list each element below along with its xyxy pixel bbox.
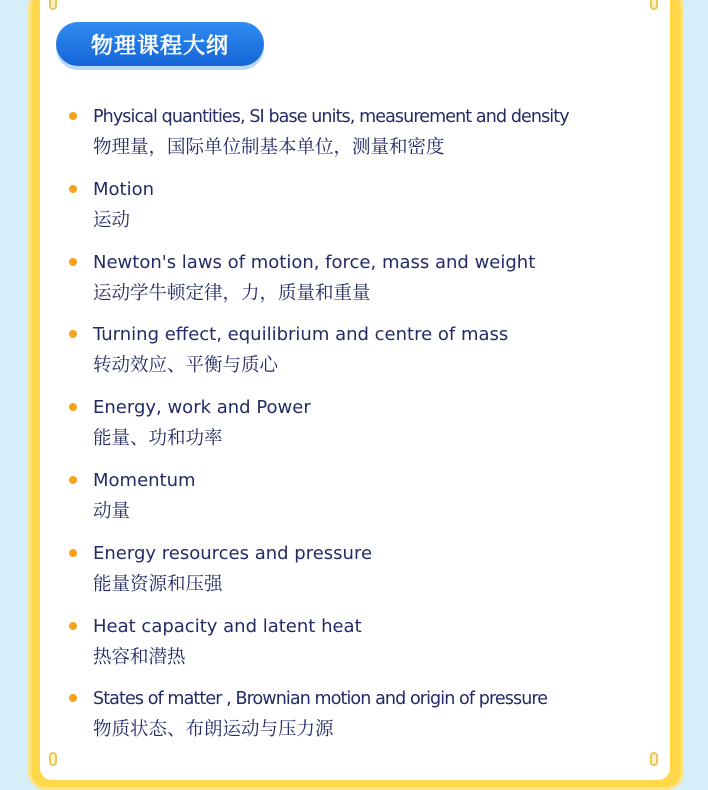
list-item: [68, 393, 628, 458]
topic-english: Energy resources and pressure: [93, 542, 373, 564]
topic-english: States of matter , Brownian motion and origin of pressure: [93, 689, 548, 710]
topic-english: Energy, work and Power: [93, 397, 311, 419]
title-badge: [56, 22, 264, 66]
syllabus-list: [68, 102, 628, 757]
list-item: [68, 466, 628, 531]
topic-chinese: 物理量，国际单位制基本单位，测量和密度: [93, 137, 445, 158]
topic-chinese: 物质状态、布朗运动与压力源: [93, 719, 334, 741]
list-item: [68, 612, 628, 677]
list-item: [68, 175, 628, 240]
bullet-dot: [69, 694, 77, 702]
bottom-right-pin: [650, 752, 658, 766]
topic-chinese: 运动学牛顿定律，力，质量和重量: [93, 282, 371, 304]
bullet-dot: [69, 622, 77, 630]
bullet-dot: [69, 549, 77, 557]
list-item: [68, 102, 628, 167]
list-item: [68, 539, 628, 604]
top-left-pin: [49, 0, 57, 10]
page-title: 物理课程大纲: [90, 33, 229, 59]
bullet-dot: [69, 476, 77, 484]
topic-chinese: 动量: [93, 500, 131, 522]
topic-english: Motion: [93, 178, 155, 200]
topic-chinese: 能量资源和压强: [93, 573, 223, 595]
topic-english: Momentum: [93, 469, 196, 491]
top-right-pin: [650, 0, 658, 10]
topic-english: Turning effect, equilibrium and centre of mass: [93, 324, 509, 346]
list-item: [68, 248, 628, 313]
bottom-left-pin: [49, 752, 57, 766]
bullet-dot: [69, 185, 77, 193]
topic-chinese: 转动效应、平衡与质心: [93, 355, 279, 377]
topic-english: Physical quantities, SI base units, measurement and density: [93, 107, 569, 127]
bullet-dot: [69, 112, 77, 120]
bullet-dot: [69, 403, 77, 411]
list-item: [68, 320, 628, 385]
bullet-dot: [69, 258, 77, 266]
topic-chinese: 运动: [93, 209, 131, 231]
topic-english: Newton's laws of motion, force, mass and weight: [93, 251, 536, 273]
topic-chinese: 能量、功和功率: [93, 428, 223, 450]
topic-chinese: 热容和潜热: [93, 646, 186, 668]
topic-english: Heat capacity and latent heat: [93, 615, 362, 637]
list-item: [68, 684, 628, 749]
bullet-dot: [69, 330, 77, 338]
